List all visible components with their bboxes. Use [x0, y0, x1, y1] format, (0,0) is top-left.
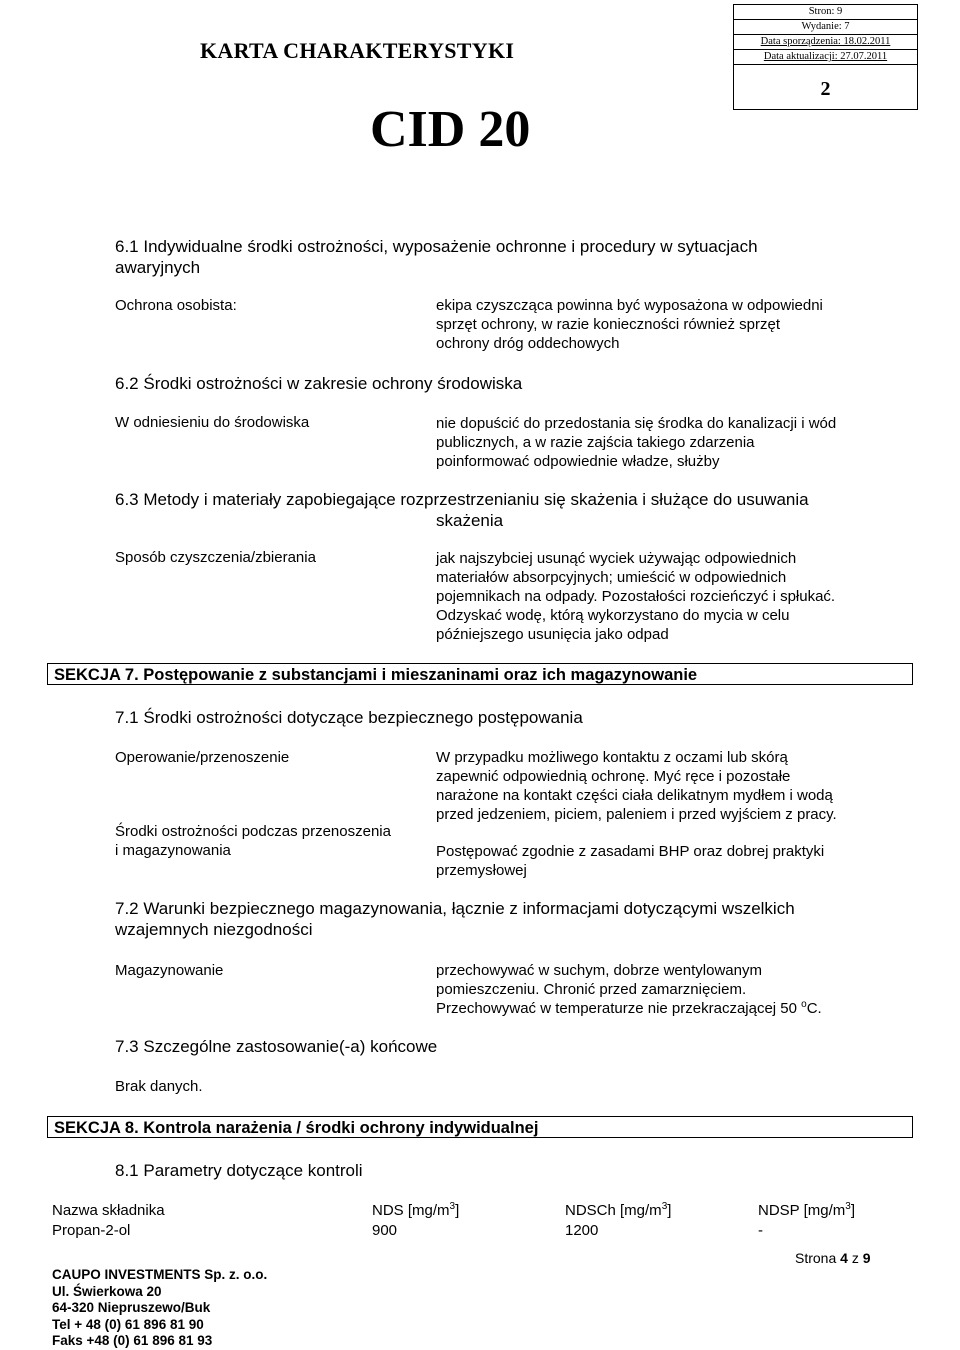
text-line: pomieszczeniu. Chronić przed zamarznięciem.: [436, 981, 747, 998]
text-7-2: [436, 961, 822, 1020]
text-line: jak najszybciej usunąć wyciek używając odpowiednich: [436, 550, 797, 567]
text-line: ekipa czyszcząca powinna być wyposażona w odpowiedni: [436, 297, 823, 314]
text-line-temperature: [436, 999, 822, 1020]
text-line: sprzęt ochrony, w razie konieczności również sprzęt: [436, 316, 781, 333]
header-sup: 3: [845, 1201, 851, 1212]
label-line: Środki ostrożności podczas przenoszenia: [115, 823, 391, 840]
text-line: materiałów absorpcyjnych; umieścić w odpowiednich: [436, 569, 787, 586]
label-cleaning-method: Sposób czyszczenia/zbierania: [115, 549, 316, 566]
heading-6-3-line-2: skażenia: [436, 511, 504, 530]
heading-7-2-line-2: wzajemnych niezgodności: [115, 920, 313, 939]
header-text: NDSP [mg/m: [758, 1202, 846, 1219]
header-sup: 3: [449, 1201, 456, 1212]
section-8-title: SEKCJA 8. Kontrola narażenia / środki ochrony indywidualnej: [54, 1119, 539, 1137]
text-line: przed jedzeniem, piciem, paleniem i przed wyjściem z pracy.: [436, 806, 837, 823]
heading-6-1-line-2: awaryjnych: [115, 258, 201, 277]
text-7-1-handling: [436, 748, 837, 824]
meta-updated-date: Data aktualizacji: 27.07.2011: [734, 50, 917, 65]
meta-edition: Wydanie: 7: [734, 20, 917, 35]
text-line: Postępować zgodnie z zasadami BHP oraz dobrej praktyki: [436, 843, 825, 860]
degree-sup: o: [801, 999, 807, 1010]
section-8-bar: [47, 1116, 913, 1138]
heading-6-3-line-1: 6.3 Metody i materiały zapobiegające rozprzestrzenianiu się skażenia i służące do usuwania: [115, 490, 809, 509]
text-line: przechowywać w suchym, dobrze wentylowanym: [436, 962, 762, 979]
page-label: Strona: [795, 1250, 841, 1266]
text-line: późniejszego usunięcia jako odpad: [436, 626, 669, 643]
text-line: nie dopuścić do przedostania się środka do kanalizacji i wód: [436, 415, 837, 432]
document-meta-box: [733, 4, 918, 110]
label-personal-protection: Ochrona osobista:: [115, 297, 237, 314]
company-footer: [52, 1267, 267, 1350]
meta-created-date: Data sporządzenia: 18.02.2011: [734, 35, 917, 50]
temperature-unit: C.: [806, 1000, 822, 1017]
label-handling-precautions: [115, 822, 391, 860]
page-current: 4: [840, 1250, 848, 1266]
heading-6-1-line-1: 6.1 Indywidualne środki ostrożności, wyposażenie ochronne i procedury w sytuacjach: [115, 237, 758, 256]
meta-pages: Stron: 9: [734, 5, 917, 20]
page-sep: z: [847, 1250, 863, 1266]
page-total: 9: [862, 1250, 871, 1266]
company-city: 64-320 Niepruszewo/Buk: [52, 1300, 211, 1315]
table-header-name: [52, 1201, 165, 1220]
text-line: publicznych, a w razie zajścia takiego zdarzenia: [436, 434, 755, 451]
heading-8-1: 8.1 Parametry dotyczące kontroli: [115, 1161, 363, 1180]
label-environment: W odniesieniu do środowiska: [115, 414, 310, 431]
text-line: poinformować odpowiednie władze, służby: [436, 453, 720, 470]
text-7-1-precautions: [436, 842, 824, 880]
text-line: przemysłowej: [436, 862, 527, 879]
heading-6-3: [115, 489, 915, 531]
table-cell-ndsp: -: [758, 1222, 763, 1239]
header-sup: 3: [661, 1201, 668, 1212]
header-text: NDSCh [mg/m: [565, 1202, 662, 1219]
section-7-title: SEKCJA 7. Postępowanie z substancjami i mieszaninami oraz ich magazynowanie: [54, 666, 698, 684]
label-line: i magazynowania: [115, 842, 231, 859]
heading-7-1: 7.1 Środki ostrożności dotyczące bezpiecznego postępowania: [115, 708, 583, 727]
text-6-2: [436, 414, 836, 471]
table-header-ndsch: [565, 1201, 671, 1222]
heading-7-3: 7.3 Szczególne zastosowanie(-a) końcowe: [115, 1037, 438, 1056]
heading-6-2: 6.2 Środki ostrożności w zakresie ochrony środowiska: [115, 374, 523, 393]
product-name: CID 20: [370, 101, 531, 158]
meta-number: 2: [820, 78, 831, 100]
temperature-text: Przechowywać w temperaturze nie przekraczającej 50: [436, 1000, 802, 1017]
company-name: CAUPO INVESTMENTS Sp. z. o.o.: [52, 1267, 268, 1282]
heading-7-2: [115, 898, 795, 940]
header-bracket: ]: [455, 1202, 460, 1219]
text-6-1: [436, 296, 823, 353]
heading-7-2-line-1: 7.2 Warunki bezpiecznego magazynowania, łącznie z informacjami dotyczącymi wszelkich: [115, 899, 795, 918]
header-bracket: ]: [850, 1202, 855, 1219]
company-street: Ul. Świerkowa 20: [52, 1283, 162, 1299]
table-cell-name: Propan-2-ol: [52, 1222, 131, 1239]
table-cell-ndsch: 1200: [565, 1222, 599, 1239]
text-line: pojemnikach na odpady. Pozostałości rozcieńczyć i spłukać.: [436, 588, 836, 605]
header-text: NDS [mg/m: [372, 1202, 450, 1219]
text-line: ochrony dróg oddechowych: [436, 335, 620, 352]
page-number: [795, 1250, 871, 1266]
label-storage: Magazynowanie: [115, 962, 224, 979]
text-line: Odzyskać wodę, którą wykorzystano do mycia w celu: [436, 607, 790, 624]
text-7-3: Brak danych.: [115, 1078, 203, 1095]
section-7-bar: [47, 663, 913, 685]
heading-6-1: [115, 236, 758, 278]
table-header-nds: [372, 1201, 459, 1222]
label-handling: Operowanie/przenoszenie: [115, 749, 290, 766]
table-header-ndsp: [758, 1201, 855, 1222]
header-bracket: ]: [667, 1202, 672, 1219]
text-6-3: [436, 549, 835, 644]
header-text: Nazwa składnika: [52, 1202, 165, 1219]
text-line: zapewnić odpowiednią ochronę. Myć ręce i pozostałe: [436, 768, 791, 785]
company-phone: Tel + 48 (0) 61 896 81 90: [52, 1316, 204, 1332]
table-cell-nds: 900: [372, 1222, 398, 1239]
document-title: KARTA CHARAKTERYSTYKI: [200, 38, 515, 63]
text-line: W przypadku możliwego kontaktu z oczami lub skórą: [436, 749, 788, 766]
text-line: narażone na kontakt części ciała delikatnym mydłem i wodą: [436, 787, 833, 804]
company-fax: Faks +48 (0) 61 896 81 93: [52, 1333, 213, 1348]
